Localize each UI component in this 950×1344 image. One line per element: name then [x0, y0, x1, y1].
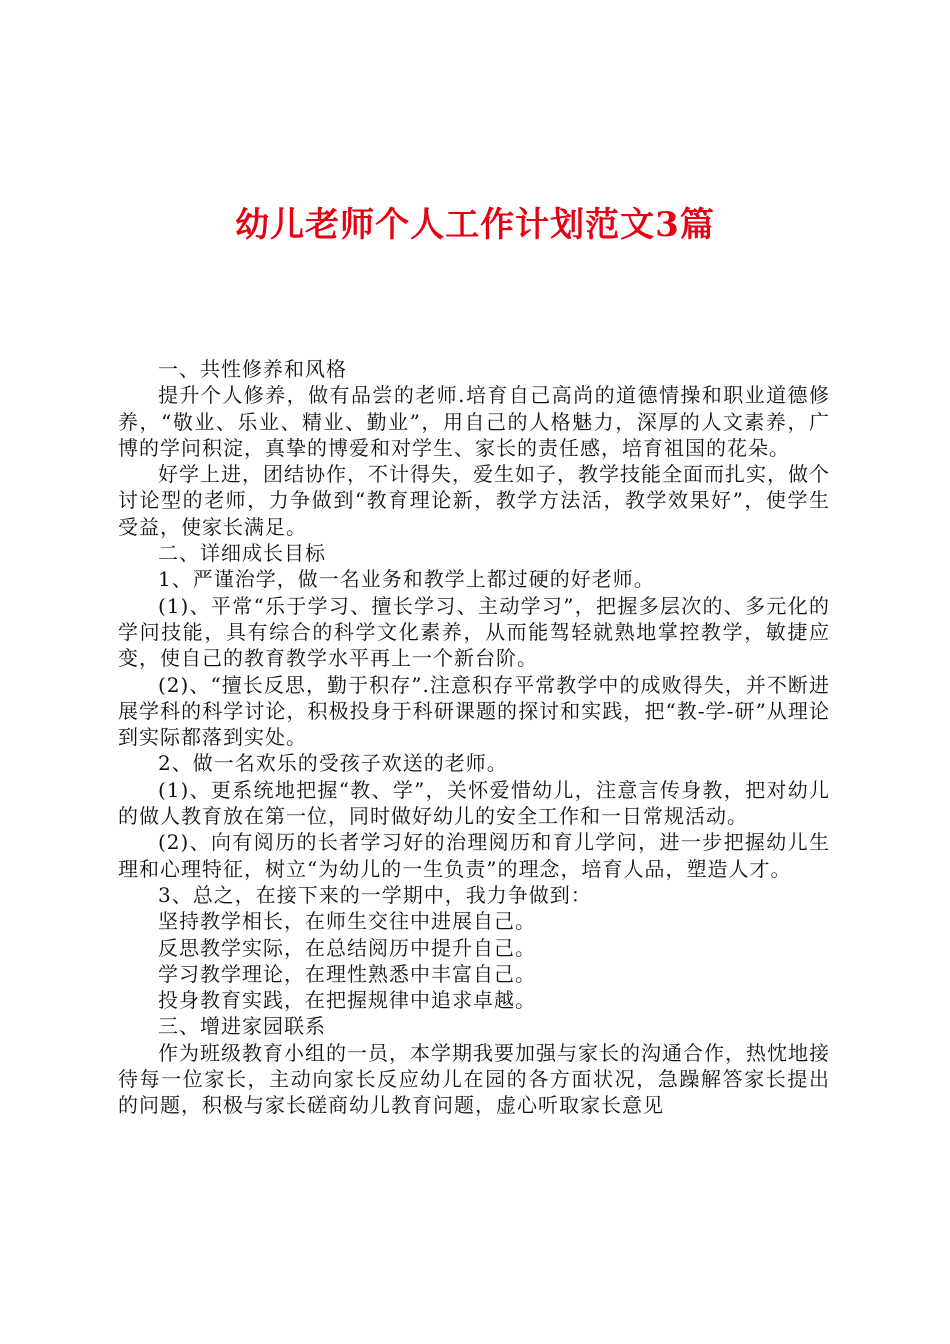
- paragraph: 坚持教学相长，在师生交往中进展自己。: [158, 909, 536, 934]
- paragraph: 提升个人修养，做有品尝的老师.培育自己高尚的道德情操和职业道德修养，“敬业、乐业、精业、勤业”，用自己的人格魅力，深厚的人文素养，广博的学问积淀，真挚的博爱和对学生、家长的责任感，培育祖国的花朵。: [118, 383, 830, 460]
- paragraph: (1)、平常“乐于学习、擅长学习、主动学习”，把握多层次的、多元化的学问技能，具有综合的科学文化素养，从而能驾轻就熟地掌控教学，敏捷应变，使自己的教育教学水平再上一个新台阶。: [118, 593, 830, 671]
- paragraph: 投身教育实践，在把握规律中追求卓越。: [158, 988, 536, 1013]
- paragraph: (2)、向有阅历的长者学习好的治理阅历和育儿学问，进一步把握幼儿生理和心理特征，树立“为幼儿的一生负责”的理念，培育人品，塑造人才。: [118, 830, 830, 881]
- paragraph: 反思教学实际，在总结阅历中提升自己。: [158, 935, 536, 960]
- document-body: [118, 356, 830, 1119]
- paragraph-section-1-heading: 一、共性修养和风格: [158, 357, 347, 381]
- paragraph-section-2-heading: 二、详细成长目标: [158, 541, 326, 566]
- paragraph: 作为班级教育小组的一员，本学期我要加强与家长的沟通合作，热忱地接待每一位家长，主动向家长反应幼儿在园的各方面状况，急躁解答家长提出的问题，积极与家长磋商幼儿教育问题，虚心听取家长意见: [118, 1040, 830, 1118]
- paragraph: (1)、更系统地把握“教、学”，关怀爱惜幼儿，注意言传身教，把对幼儿的做人教育放在第一位，同时做好幼儿的安全工作和一日常规活动。: [118, 777, 830, 829]
- paragraph: 2、做一名欢乐的受孩子欢送的老师。: [158, 751, 508, 776]
- paragraph-section-3-heading: 三、增进家园联系: [158, 1014, 326, 1039]
- document-title: 幼儿老师个人工作计划范文3篇: [235, 205, 715, 245]
- paragraph: 1、严谨治学，做一名业务和教学上都过硬的好老师。: [158, 567, 655, 592]
- paragraph: 3、总之，在接下来的一学期中，我力争做到：: [158, 882, 592, 907]
- paragraph: 好学上进，团结协作，不计得失，爱生如子，教学技能全面而扎实，做个讨论型的老师，力争做到“教育理论新，教学方法活，教学效果好”，使学生受益，使家长满足。: [118, 462, 830, 539]
- paragraph: 学习教学理论，在理性熟悉中丰富自己。: [158, 961, 536, 986]
- paragraph: (2)、“擅长反思，勤于积存”.注意积存平常教学中的成败得失，并不断进展学科的科学讨论，积极投身于科研课题的探讨和实践，把“教-学-研”从理论到实际都落到实处。: [118, 672, 830, 750]
